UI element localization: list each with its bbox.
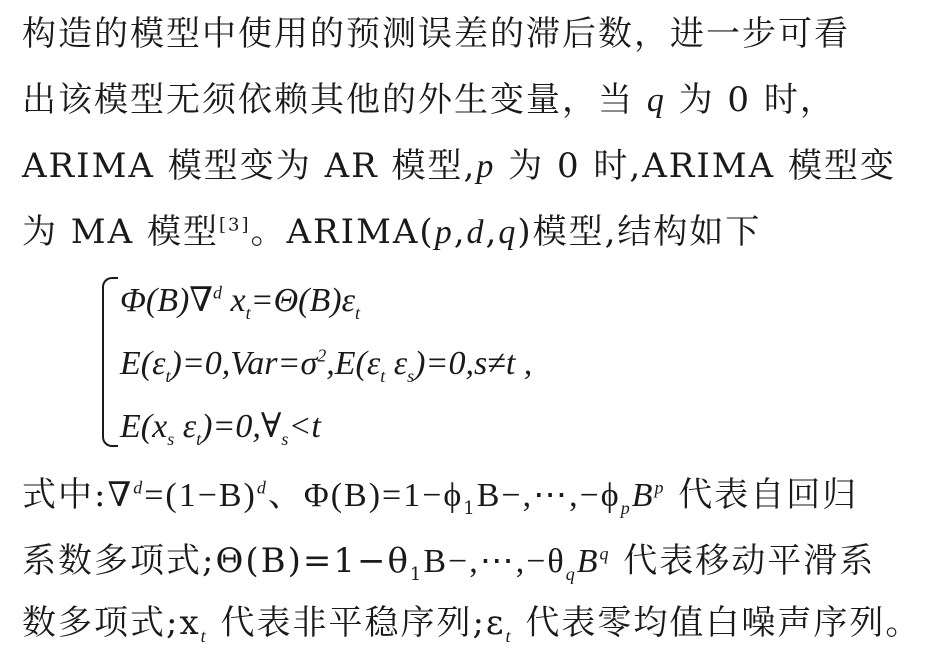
text-span: 代表零均值白噪声序列。	[512, 603, 922, 643]
text-span: ,	[453, 212, 467, 252]
text-line	[22, 475, 859, 519]
math-sub: t	[505, 625, 513, 646]
text-span: 出该模型无须依赖其他的外生变量，当	[22, 80, 647, 120]
text-span: ARIMA 模型变为 AR 模型,	[22, 146, 477, 186]
math-span: 、Φ(B)=1−ϕ	[267, 477, 464, 514]
text-line	[22, 14, 850, 54]
math-span: ,E(ε	[326, 345, 381, 382]
math-sub: t	[196, 428, 202, 449]
math-sub: t	[200, 625, 208, 646]
text-span: ,	[485, 212, 499, 252]
math-span: )=0,Var=σ	[170, 345, 318, 382]
math-span: ε	[174, 408, 197, 445]
text-span: 系数多项式;Θ(B)=1−θ	[22, 541, 410, 581]
math-sub: 1	[409, 563, 424, 585]
math-sub: t	[380, 365, 386, 386]
math-sup: d	[213, 282, 223, 303]
math-sub: p	[620, 497, 632, 518]
math-span: B−,⋯,−θ	[423, 543, 566, 580]
math-var: q	[646, 82, 666, 119]
math-var: d	[466, 214, 486, 251]
text-line	[22, 146, 896, 187]
math-sub: 1	[463, 497, 477, 519]
math-sub: t	[245, 302, 251, 323]
math-sup: d	[256, 477, 268, 498]
math-span: )=0,s≠t ,	[414, 345, 533, 382]
text-span: 数多项式;x	[22, 603, 201, 643]
math-sup: 2	[317, 345, 327, 366]
math-sub: s	[167, 428, 175, 449]
math-span: =(1−B)	[144, 477, 257, 514]
text-line	[22, 541, 876, 585]
equation-line	[120, 281, 360, 321]
text-span: 代表移动平滑系	[610, 541, 876, 581]
math-span: B−,⋯,−ϕ	[476, 477, 621, 514]
left-brace	[102, 277, 118, 447]
text-span: 代表自回归	[665, 475, 859, 515]
text-span: 为 0 时,ARIMA 模型变	[495, 146, 896, 186]
citation-ref[interactable]: [3]	[218, 214, 251, 236]
text-span: 构造的模型中使用的预测误差的滞后数，进一步可看	[22, 14, 850, 54]
math-span: E(ε	[120, 345, 166, 382]
math-span: Φ(B)∇	[120, 282, 214, 319]
math-span: <t	[288, 408, 321, 445]
math-sup: q	[599, 543, 611, 564]
math-span: )=0,∀	[201, 408, 282, 445]
math-sub: q	[565, 563, 577, 584]
math-sup: d	[133, 477, 145, 498]
math-span: ε	[385, 345, 408, 382]
math-span: E(x	[120, 408, 168, 445]
text-line	[22, 603, 922, 646]
math-var: B	[576, 543, 600, 580]
math-var: q	[498, 214, 518, 251]
text-span: )模型,结构如下	[517, 212, 762, 252]
text-span: 。ARIMA(	[250, 212, 435, 252]
math-sub: s	[407, 365, 415, 386]
text-span: 为 0 时，	[665, 80, 836, 120]
math-var: B	[631, 477, 655, 514]
math-sub: s	[281, 428, 289, 449]
math-span: =Θ(B)ε	[250, 282, 355, 319]
text-span: 式中:∇	[22, 475, 134, 515]
text-span: 为 MA 模型	[22, 212, 219, 252]
math-var: p	[476, 148, 496, 185]
math-sub: t	[354, 302, 360, 323]
math-var: p	[434, 214, 454, 251]
text-line	[22, 80, 836, 121]
math-span: x	[222, 282, 246, 319]
text-span: 代表非平稳序列;ε	[207, 603, 506, 643]
equation-line	[120, 407, 321, 447]
math-sup: p	[654, 477, 666, 498]
math-sub: t	[165, 365, 171, 386]
equation-line	[120, 344, 532, 384]
text-line	[22, 212, 761, 253]
